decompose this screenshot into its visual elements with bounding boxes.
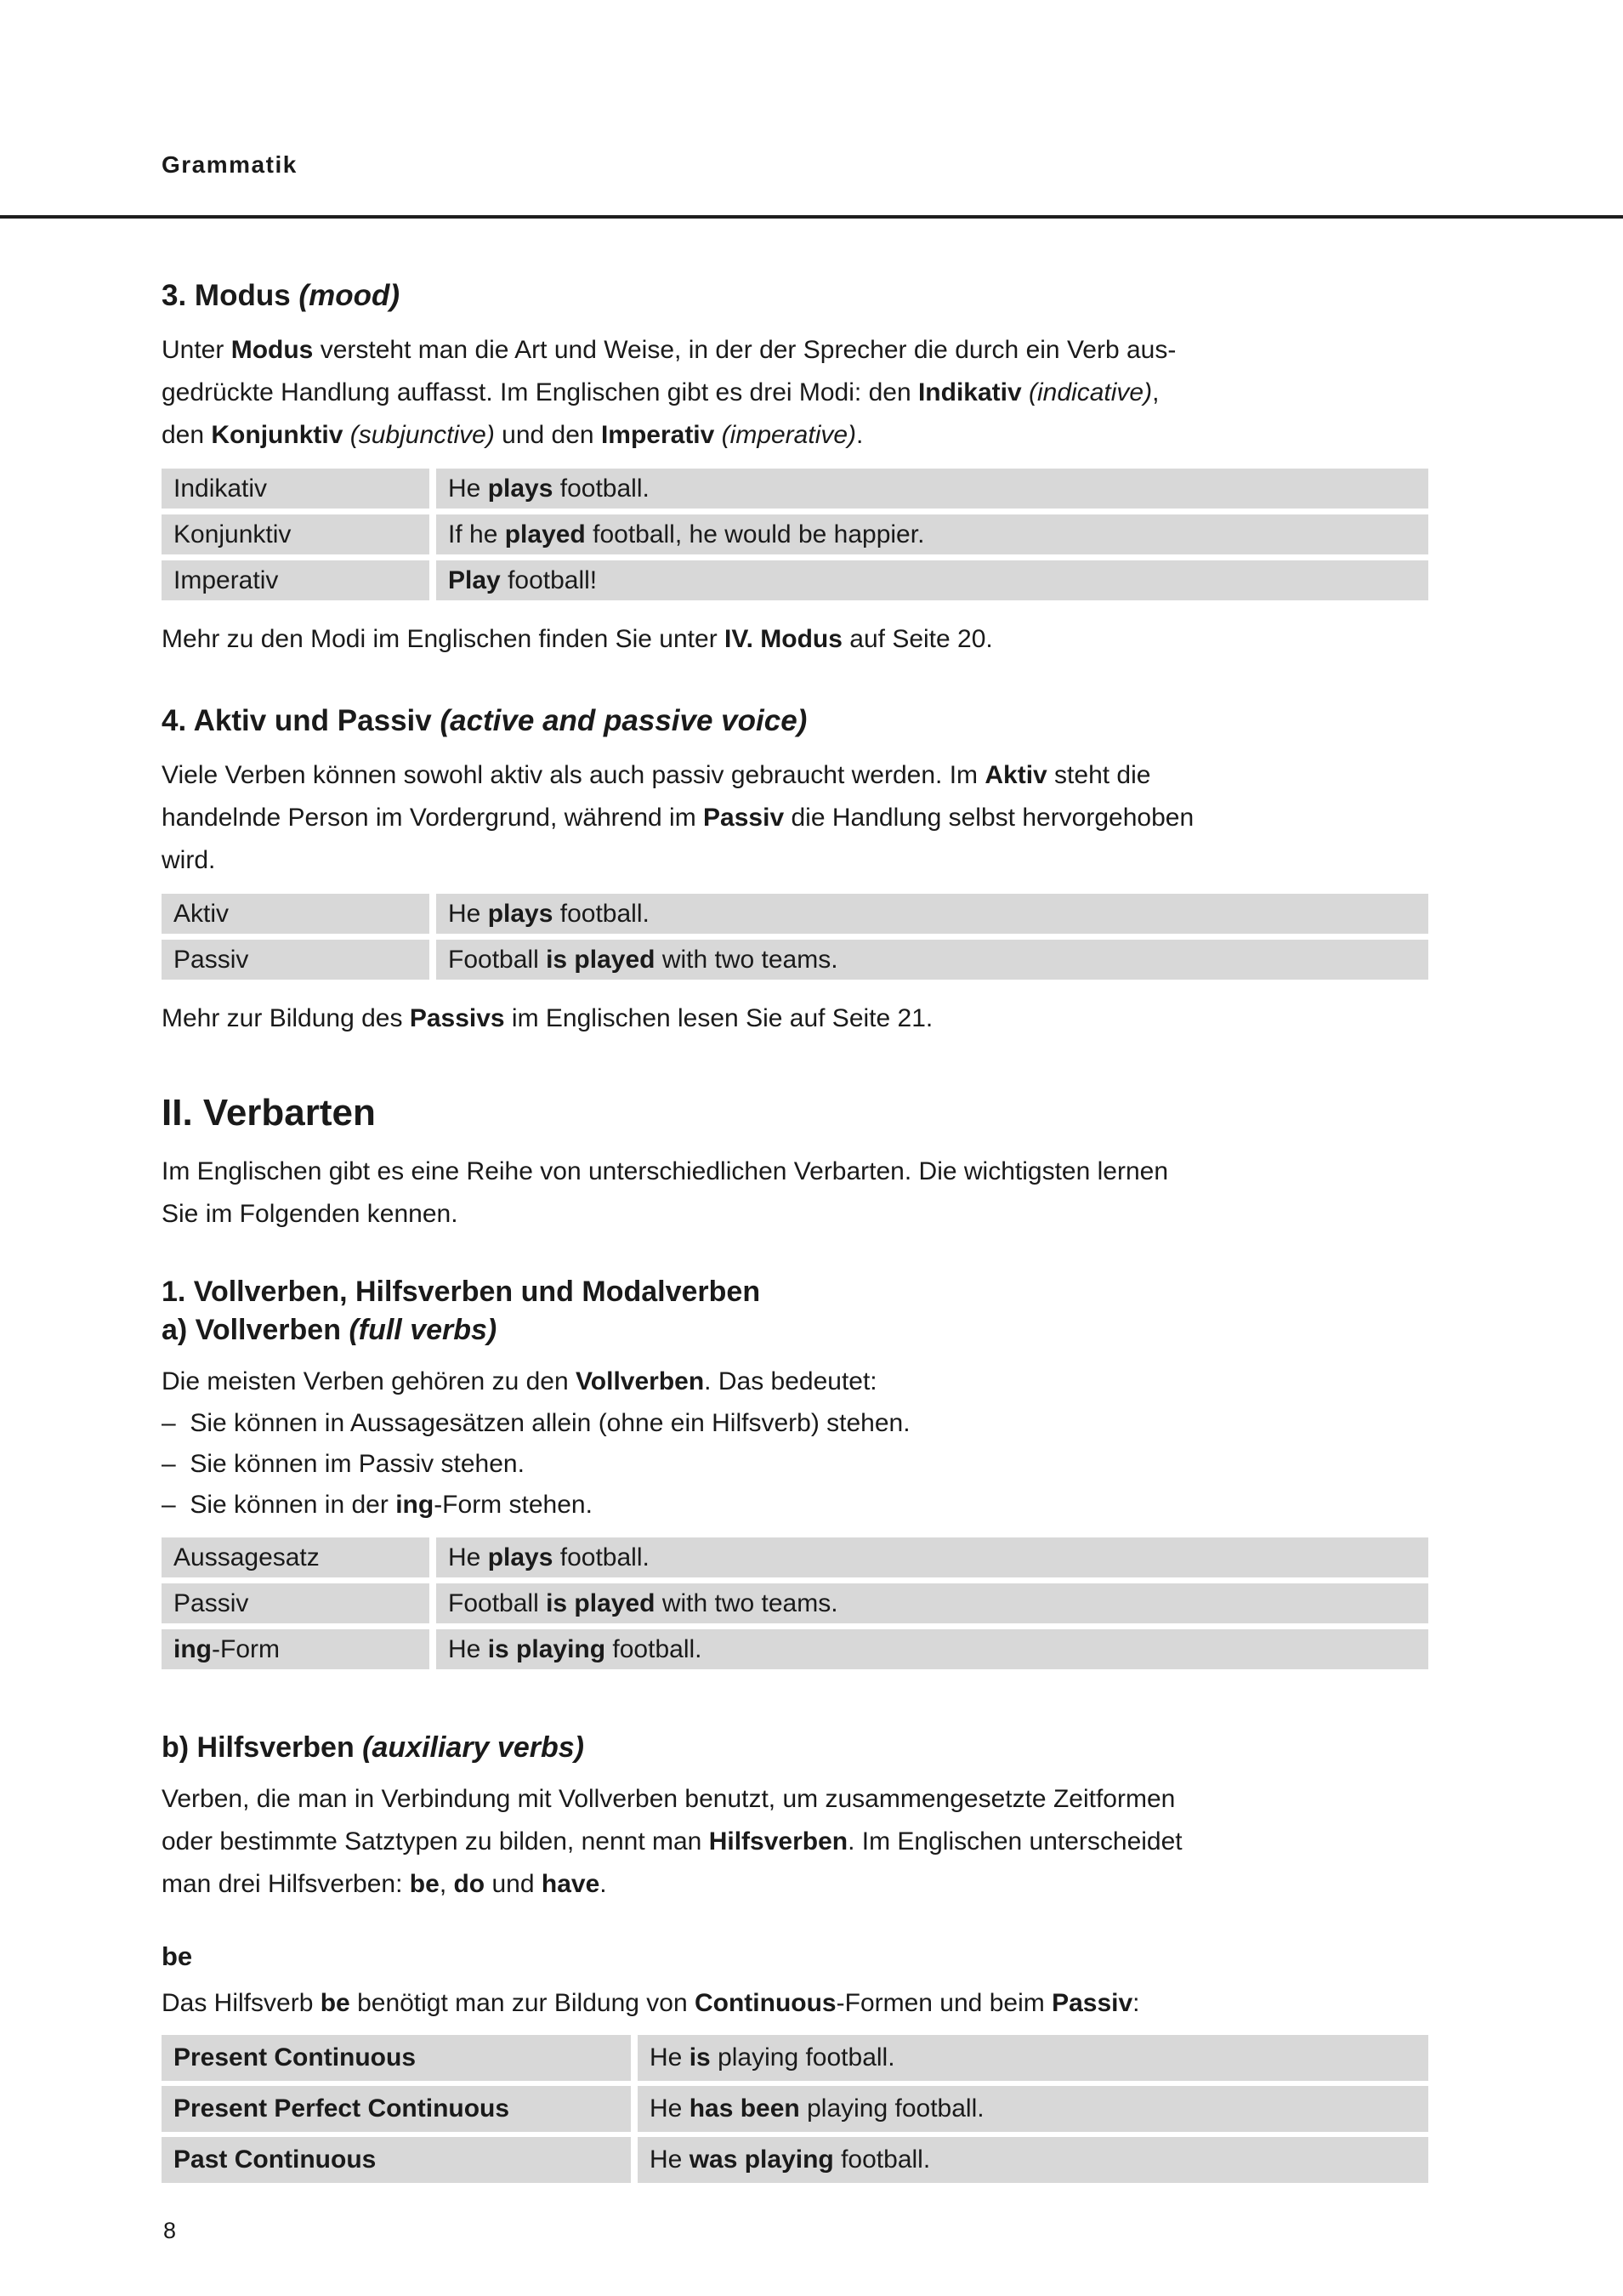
table-label-cell: Aktiv [162,894,429,934]
heading-vollverben: 1. Vollverben, Hilfsverben und Modalverben [162,1276,761,1308]
paragraph-line: handelnde Person im Vordergrund, während im Passiv die Handlung selbst hervorgehoben [162,804,1195,832]
bullet-item: – Sie können in der ing-Form stehen. [162,1491,593,1519]
paragraph-aktiv-passiv [162,754,1428,882]
running-head: Grammatik [162,151,298,178]
paragraph-line: man drei Hilfsverben: be, do und have. [162,1870,607,1898]
table-example-cell: He plays football. [436,1537,1428,1577]
table-label-cell: Passiv [162,1583,429,1623]
table-label-cell: Past Continuous [162,2137,631,2183]
paragraph-line: wird. [162,846,216,874]
paragraph-be-intro [162,1982,1428,2025]
note-modus [162,618,1428,661]
table-label-cell: Imperativ [162,560,429,600]
paragraph-line: Viele Verben können sowohl aktiv als auch passiv gebraucht werden. Im Aktiv steht die [162,761,1151,789]
paragraph-hilfsverben [162,1778,1428,1906]
note-aktiv-passiv [162,997,1428,1040]
table-row [162,1537,1428,1577]
table-example-cell: He plays football. [436,894,1428,934]
paragraph-verbarten [162,1151,1428,1236]
table-row [162,2086,1428,2132]
vollverben-table [162,1537,1428,1669]
table-label-cell: Aussagesatz [162,1537,429,1577]
bullet-item: – Sie können in Aussagesätzen allein (ohne ein Hilfsverb) stehen. [162,1409,911,1437]
be-table [162,2035,1428,2183]
aktiv-passiv-table [162,894,1428,980]
paragraph-line: gedrückte Handlung auffasst. Im Englischen gibt es drei Modi: den Indikativ (indicative), [162,378,1160,406]
paragraph-modus [162,329,1428,457]
paragraph-line: den Konjunktiv (subjunctive) und den Imperativ (imperative). [162,421,864,449]
table-example-cell: Football is played with two teams. [436,940,1428,980]
table-row [162,1629,1428,1669]
table-row [162,940,1428,980]
table-example-cell: He has been playing football. [638,2086,1428,2132]
table-label-cell: Present Perfect Continuous [162,2086,631,2132]
bullet-item: – Sie können im Passiv stehen. [162,1450,525,1478]
table-label-cell: ing -Form [162,1629,429,1669]
table-example-cell: If he played football, he would be happier. [436,514,1428,554]
heading-modus: 3. Modus (mood) [162,279,400,312]
intro-line: Das Hilfsverb be benötigt man zur Bildung von Continuous-Formen und beim Passiv: [162,1989,1140,2017]
subheading-vollverben: a) Vollverben (full verbs) [162,1314,497,1346]
paragraph-line: Sie im Folgenden kennen. [162,1200,458,1228]
paragraph-line: oder bestimmte Satztypen zu bilden, nennt man Hilfsverben. Im Englischen unterscheidet [162,1827,1183,1856]
note-line: Mehr zur Bildung des Passivs im Englischen lesen Sie auf Seite 21. [162,1004,934,1032]
table-example-cell: He was playing football. [638,2137,1428,2183]
page-number: 8 [163,2218,177,2243]
subheading-hilfsverben: b) Hilfsverben (auxiliary verbs) [162,1731,584,1764]
table-label-cell: Konjunktiv [162,514,429,554]
paragraph-line: Unter Modus versteht man die Art und Weise, in der der Sprecher die durch ein Verb aus- [162,336,1177,364]
table-row [162,560,1428,600]
heading-verbarten: II. Verbarten [162,1092,376,1134]
modus-table [162,469,1428,600]
table-example-cell: He is playing football. [638,2035,1428,2081]
table-example-cell: Play football! [436,560,1428,600]
note-line: Mehr zu den Modi im Englischen finden Sie unter IV. Modus auf Seite 20. [162,625,993,653]
heading-aktiv-passiv: 4. Aktiv und Passiv (active and passive voice) [162,704,808,737]
paragraph-line: Im Englischen gibt es eine Reihe von unterschiedlichen Verbarten. Die wichtigsten lernen [162,1157,1169,1185]
page-content [162,268,1428,2188]
table-row [162,2137,1428,2183]
paragraph-vollverben-intro [162,1361,1428,1403]
table-row [162,1583,1428,1623]
table-row [162,2035,1428,2081]
heading-be: be [162,1941,193,1971]
paragraph-line: Verben, die man in Verbindung mit Vollverben benutzt, um zusammengesetzte Zeitformen [162,1785,1176,1813]
header-rule [0,215,1623,219]
table-label-cell: Passiv [162,940,429,980]
table-example-cell: He plays football. [436,469,1428,509]
table-row [162,514,1428,554]
table-example-cell: Football is played with two teams. [436,1583,1428,1623]
table-row [162,894,1428,934]
table-row [162,469,1428,509]
table-label-cell: Indikativ [162,469,429,509]
table-label-cell: Present Continuous [162,2035,631,2081]
vollverben-bullet-list [162,1403,1428,1526]
table-example-cell: He is playing football. [436,1629,1428,1669]
intro-line: Die meisten Verben gehören zu den Vollverben. Das bedeutet: [162,1367,877,1395]
